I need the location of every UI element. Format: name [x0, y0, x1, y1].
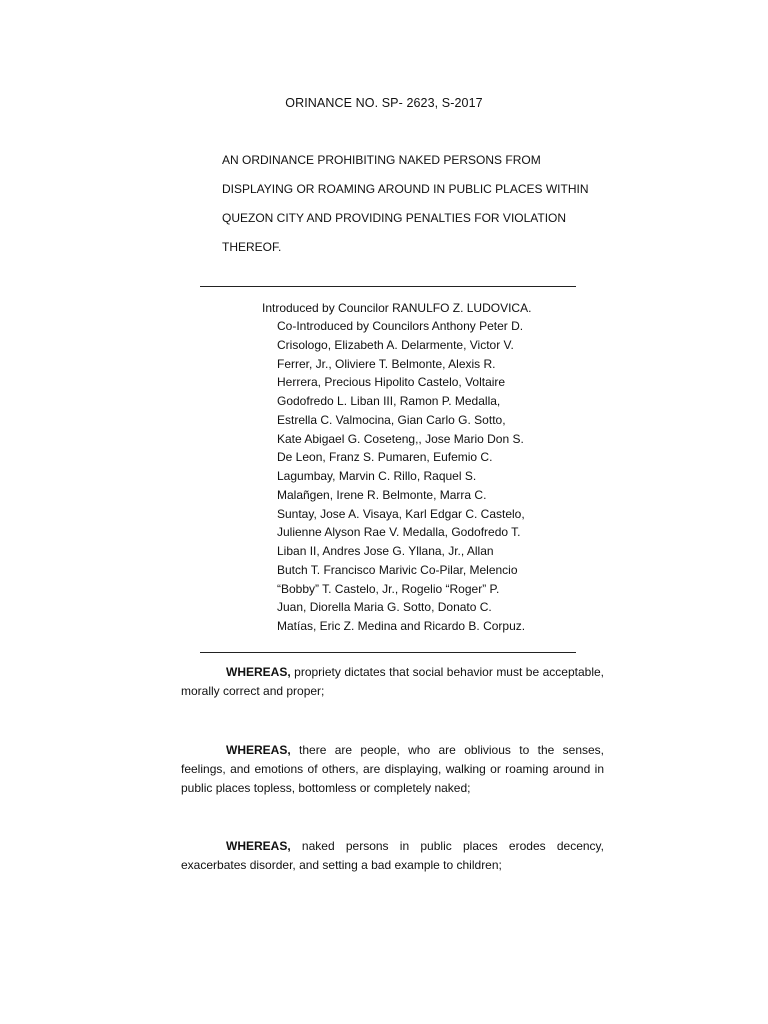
ordinance-number: ORINANCE NO. SP- 2623, S-2017 — [285, 96, 483, 110]
co-introducer-line: Matías, Eric Z. Medina and Ricardo B. Corpuz. — [277, 619, 526, 633]
title-line: QUEZON CITY AND PROVIDING PENALTIES FOR VIOLATION — [222, 211, 567, 225]
title-line: AN ORDINANCE PROHIBITING NAKED PERSONS FROM — [222, 153, 541, 167]
co-introducer-line: Kate Abigael G. Coseteng,, Jose Mario Don S. — [277, 431, 524, 446]
ordinance-title — [222, 151, 622, 267]
whereas-keyword: WHEREAS, — [226, 743, 291, 757]
co-introducer-line: Butch T. Francisco Marivic Co-Pilar, Melencio — [277, 562, 518, 577]
co-introducer-line: Malañgen, Irene R. Belmonte, Marra C. — [277, 487, 487, 502]
whereas-text: naked persons in public places erodes decency, exacerbates disorder, and setting a bad example to children; — [181, 839, 604, 872]
co-introducer-line: Suntay, Jose A. Visaya, Karl Edgar C. Castelo, — [277, 506, 525, 521]
co-introducer-line: Lagumbay, Marvin C. Rillo, Raquel S. — [277, 469, 477, 483]
title-line: THEREOF. — [222, 240, 282, 254]
whereas-keyword: WHEREAS, — [226, 665, 291, 679]
co-introducer-line: Juan, Diorella Maria G. Sotto, Donato C. — [277, 600, 492, 615]
co-introducer-line: Godofredo L. Liban III, Ramon P. Medalla, — [277, 394, 501, 408]
co-introducers — [277, 317, 577, 636]
co-introducer-line: Ferrer, Jr., Oliviere T. Belmonte, Alexis R. — [277, 356, 496, 371]
whereas-clause — [181, 663, 604, 701]
co-introducer-line: Herrera, Precious Hipolito Castelo, Voltaire — [277, 375, 506, 390]
co-introducer-line: Co-Introduced by Councilors Anthony Peter D. — [277, 319, 524, 333]
whereas-clause — [181, 837, 604, 875]
divider-top — [200, 286, 576, 287]
whereas-paragraph — [181, 663, 604, 701]
title-line: DISPLAYING OR ROAMING AROUND IN PUBLIC PLACES WITHIN — [222, 182, 589, 196]
introduced-by: Introduced by Councilor RANULFO Z. LUDOVICA. — [262, 301, 532, 315]
divider-bottom — [200, 652, 576, 653]
co-introducer-line: “Bobby” T. Castelo, Jr., Rogelio “Roger” P. — [277, 581, 500, 596]
whereas-keyword: WHEREAS, — [226, 839, 291, 853]
co-introducer-line: Estrella C. Valmocina, Gian Carlo G. Sotto, — [277, 412, 506, 427]
co-introducer-line: Liban II, Andres Jose G. Yllana, Jr., Allan — [277, 544, 494, 558]
co-introducer-line: Crisologo, Elizabeth A. Delarmente, Victor V. — [277, 337, 514, 352]
co-introducer-line: Julienne Alyson Rae V. Medalla, Godofredo T. — [277, 525, 521, 540]
whereas-paragraph — [181, 837, 604, 875]
whereas-paragraph — [181, 741, 604, 798]
co-introducer-line: De Leon, Franz S. Pumaren, Eufemio C. — [277, 450, 493, 465]
whereas-text: propriety dictates that social behavior must be acceptable, morally correct and proper; — [181, 665, 604, 698]
whereas-clause — [181, 741, 604, 798]
whereas-text: there are people, who are oblivious to the senses, feelings, and emotions of others, are displaying, walking or roaming around in public places topless, bottomless or completely naked; — [181, 743, 604, 795]
